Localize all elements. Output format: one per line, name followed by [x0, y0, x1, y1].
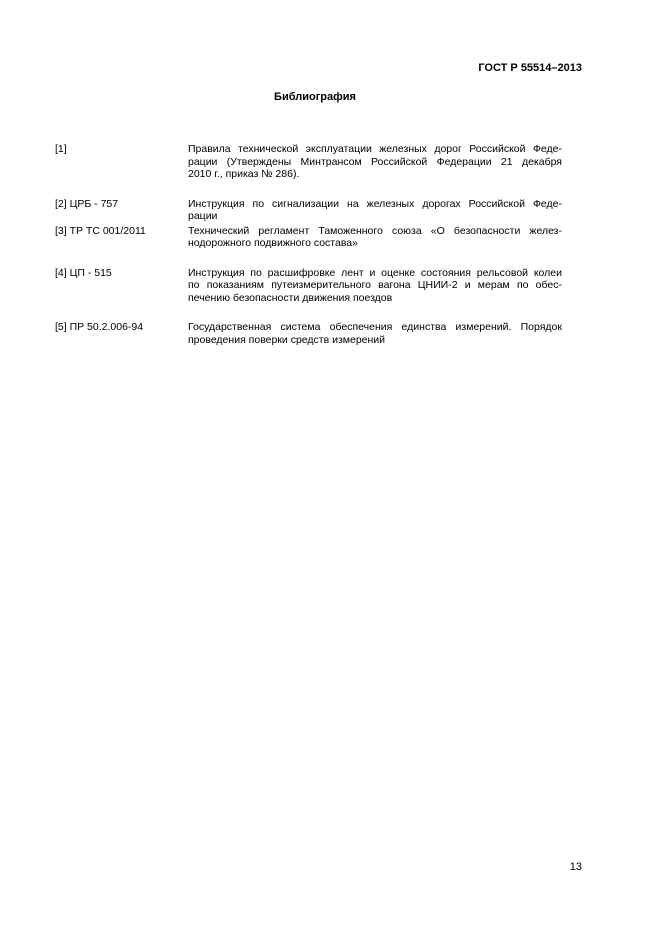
reference-text-line: Правила технической эксплуатации железных дорог Российской Феде- — [188, 143, 562, 155]
reference-text-line: по показаниям путеизмерительного вагона ЦНИИ-2 и мерам по обес- — [188, 279, 562, 291]
reference-text-line: рации — [188, 210, 218, 222]
reference-code: [2] ЦРБ - 757 — [55, 197, 119, 210]
reference-text-line: Государственная система обеспечения единства измерений. Порядок — [188, 321, 562, 333]
document-code: ГОСТ Р 55514–2013 — [478, 62, 582, 74]
reference-text-line: проведения поверки средств измерений — [188, 333, 386, 346]
reference-text-line: Инструкция по сигнализации на железных дорогах Российской Феде- — [188, 197, 562, 210]
bibliography-entry — [55, 198, 562, 223]
reference-text-line: печению безопасности движения поездов — [188, 291, 393, 304]
reference-code: [3] ТР ТС 001/2011 — [55, 224, 146, 237]
page-number: 13 — [569, 861, 582, 873]
reference-text-line: Технический регламент Таможенного союза «О безопасности желез- — [188, 224, 562, 237]
bibliography-entry — [55, 225, 562, 250]
reference-text-line: рации (Утверждены Минтрансом Российской Федерации 21 декабря — [188, 155, 562, 168]
reference-text — [188, 321, 562, 346]
bibliography-entry — [55, 143, 562, 181]
reference-code: [4] ЦП - 515 — [55, 266, 112, 279]
reference-code: [5] ПР 50.2.006-94 — [55, 321, 144, 333]
reference-code: [1] — [55, 143, 67, 155]
reference-text — [188, 198, 562, 223]
reference-text-line: Инструкция по расшифровке лент и оценке состояния рельсовой колеи — [188, 266, 562, 279]
bibliography-entry — [55, 321, 562, 346]
bibliography-entry — [55, 267, 562, 305]
bibliography-list — [55, 139, 562, 346]
reference-text-line: нодорожного подвижного состава» — [188, 237, 358, 249]
reference-text — [188, 143, 562, 181]
reference-text-line: 2010 г., приказ № 286). — [188, 168, 300, 180]
reference-text — [188, 225, 562, 250]
reference-text — [188, 267, 562, 305]
page-title: Библиография — [274, 91, 356, 103]
